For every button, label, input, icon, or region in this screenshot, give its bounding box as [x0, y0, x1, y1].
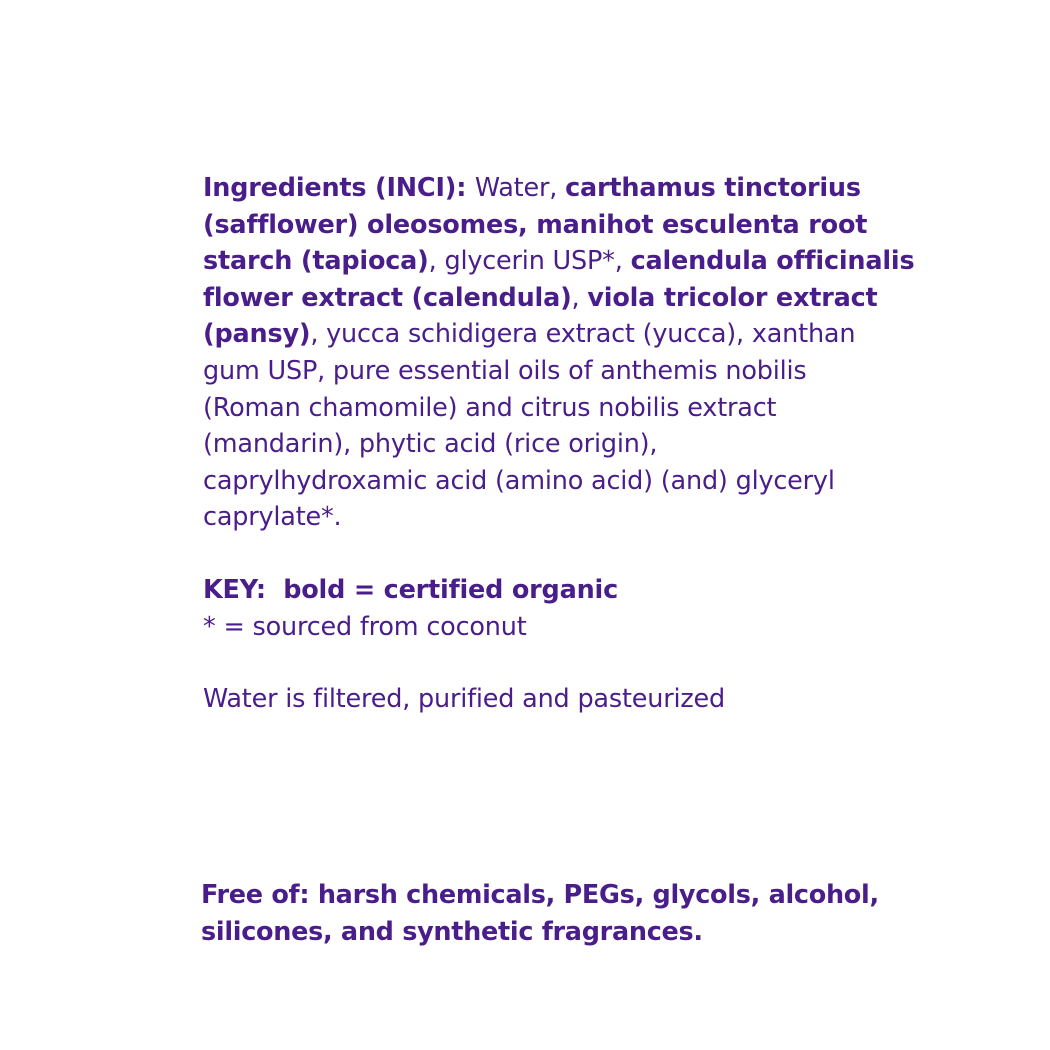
ingredients-heading: Ingredients (INCI):: [203, 173, 475, 203]
ingredient-text: Water,: [474, 173, 566, 203]
key-asterisk-legend: * = sourced from coconut: [203, 611, 527, 642]
ingredient-organic: (pansy): [203, 319, 311, 350]
ingredient-organic: carthamus tinctorius: [565, 173, 861, 203]
ingredients-line: [203, 280, 883, 317]
ingredient-text: caprylhydroxamic acid (amino acid) (and) glyceryl: [203, 465, 835, 496]
ingredient-text: , yucca schidigera extract (yucca), xanthan: [310, 319, 856, 350]
free-of-line-2: silicones, and synthetic fragrances.: [201, 916, 703, 947]
water-note-text: Water is filtered, purified and pasteurized: [203, 684, 726, 714]
ingredients-line: [203, 170, 883, 207]
ingredients-line: [203, 463, 883, 500]
ingredient-text: (Roman chamomile) and citrus nobilis extract: [203, 392, 777, 423]
key-label: KEY:: [203, 575, 284, 605]
key-legend: [203, 572, 883, 645]
ingredients-line: [203, 390, 883, 427]
ingredients-line: [203, 426, 883, 463]
ingredient-organic: starch (tapioca): [203, 246, 429, 277]
free-of-line-1: Free of: harsh chemicals, PEGs, glycols, alcohol,: [201, 880, 879, 910]
water-note: [203, 681, 883, 718]
ingredient-text: caprylate*.: [203, 502, 342, 533]
ingredients-paragraph: [203, 170, 915, 536]
ingredients-line: [203, 207, 883, 244]
ingredient-organic: flower extract (calendula): [203, 282, 572, 313]
ingredients-line: [203, 499, 883, 536]
ingredients-line: [203, 316, 883, 353]
key-bold-meaning: bold = certified organic: [283, 575, 619, 605]
key-bold-legend: [203, 572, 883, 609]
ingredient-text: ,: [571, 282, 588, 313]
ingredient-organic: calendula officinalis: [630, 246, 915, 277]
ingredient-organic: viola tricolor extract: [587, 282, 878, 313]
ingredients-line: [203, 353, 883, 390]
ingredient-text: (mandarin), phytic acid (rice origin),: [203, 429, 658, 460]
ingredients-line: [203, 243, 915, 280]
free-of-statement: [201, 877, 901, 950]
ingredient-text: , glycerin USP*,: [428, 246, 631, 277]
ingredient-text: gum USP, pure essential oils of anthemis nobilis: [203, 355, 807, 386]
ingredient-organic: (safflower) oleosomes, manihot esculenta root: [203, 209, 868, 240]
